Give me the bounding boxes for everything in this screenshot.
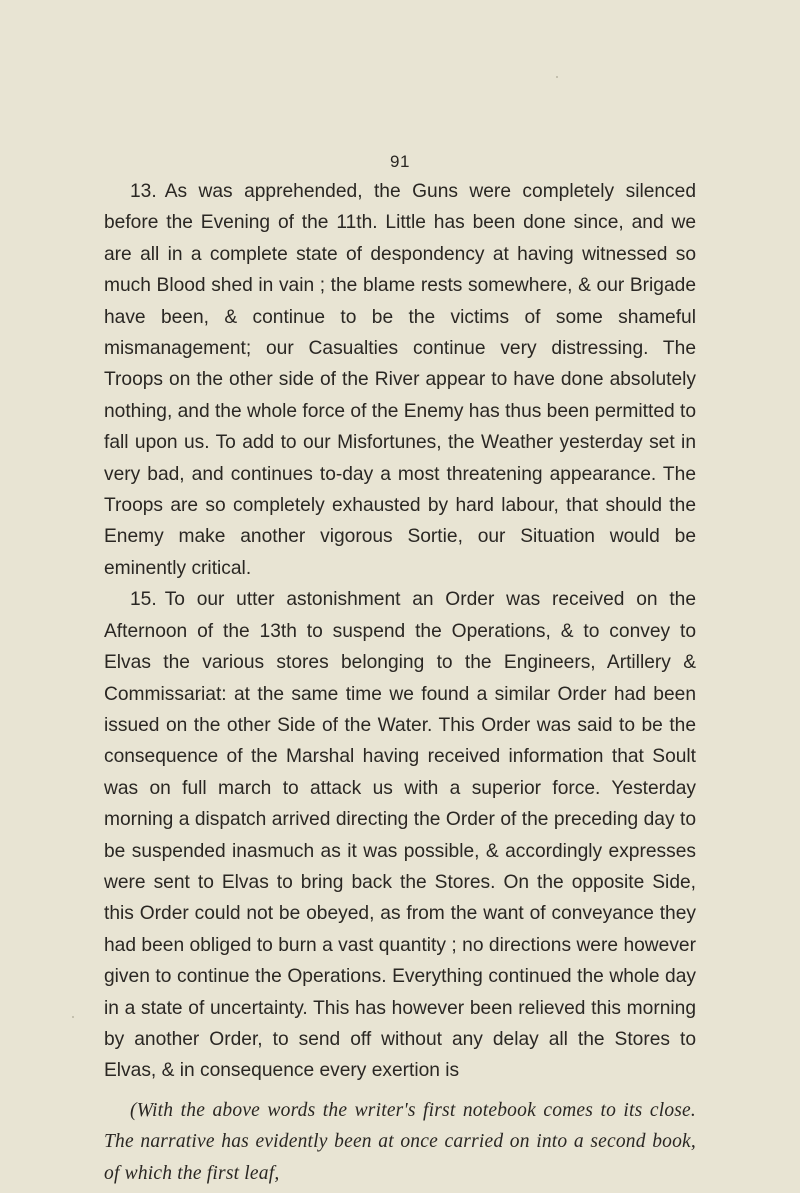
paragraph-text: To our utter astonishment an Order was received on the Afternoon of the 13th to suspend the Operations, & to convey to Elvas the various stores belonging to the Engineers, Artillery & Commissariat: at the same time we found a similar Order had been issued on the other Side of the Water. This Order was said to be the consequence of the Marshal having received information that Soult was on full march to attack us with a superior force. Yesterday morning a dispatch arrived directing the Order of the preceding day to be suspended inasmuch as it was possible, & accordingly expresses were sent to Elvas to bring back the Stores. On the opposite Side, this Order could not be obeyed, as from the want of conveyance they had been obliged to burn a vast quantity ; no directions were however given to continue the Operations. Everything continued the whole day in a state of uncertainty. This has however been relieved this morning by another Order, to send off without any delay all the Stores to Elvas, & in consequence every exertion is <box>104 589 696 1082</box>
paper-fleck <box>72 1016 74 1018</box>
paragraph-number: 13. <box>130 181 157 202</box>
main-text <box>104 176 696 1189</box>
paragraph-number: 15. <box>130 589 157 611</box>
paper-fleck <box>556 76 558 78</box>
paragraph-13 <box>104 176 696 584</box>
page-number: 91 <box>390 152 410 171</box>
paragraph-15 <box>104 584 696 1087</box>
paragraph-text: As was apprehended, the Guns were completely silenced before the Evening of the 11th. Little has been done since, and we are all in a complete state of despondency at having witnessed so much Blood shed in vain ; the blame rests somewhere, & our Brigade have been, & continue to be the victims of some shameful mismanagement; our Casualties continue very distressing. The Troops on the other side of the River appear to have done absolutely nothing, and the whole force of the Enemy has thus been permitted to fall upon us. To add to our Misfortunes, the Weather yesterday set in very bad, and continues to-day a most threatening appearance. The Troops are so completely exhausted by hard labour, that should the Enemy make another vigorous Sortie, our Situation would be eminently critical. <box>104 181 696 579</box>
editorial-note: (With the above words the writer's first notebook comes to its close. The narrative has evidently been at once carried on into a second book, of which the first leaf, <box>104 1099 696 1184</box>
